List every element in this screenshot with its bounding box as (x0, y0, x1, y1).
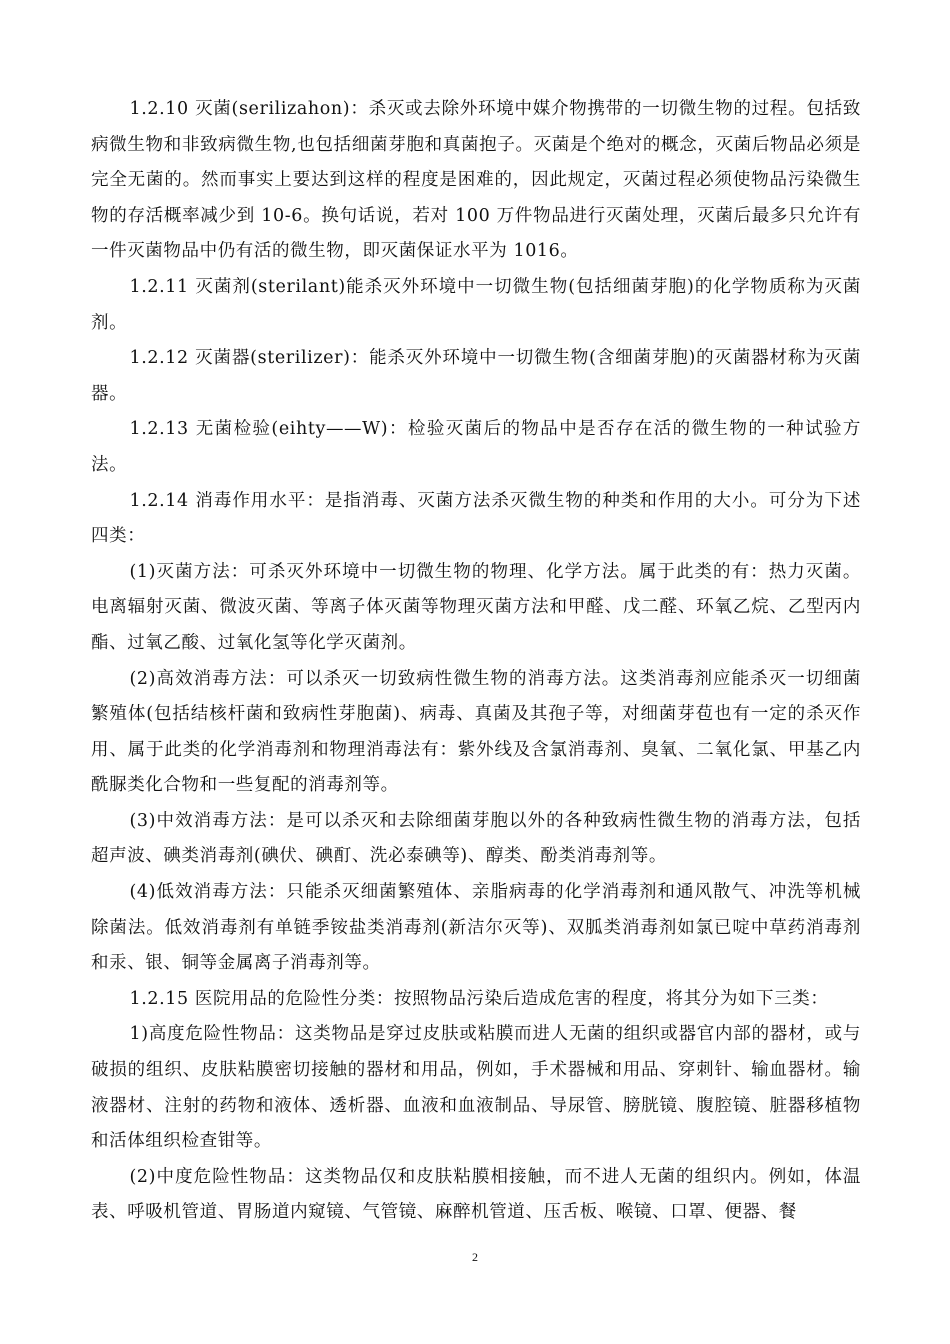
paragraph-sterilization-methods: (1)灭菌方法：可杀灭外环境中一切微生物的物理、化学方法。属于此类的有：热力灭菌。电离辐射灭菌、微波灭菌、等离子体灭菌等物理灭菌方法和甲醛、戊二醛、环氧乙烷、乙型丙内酯、过氧乙酸、过氧化氢等化学灭菌剂。 (91, 561, 861, 653)
paragraph-medium-risk-items: (2)中度危险性物品：这类物品仅和皮肤粘膜相接触，而不进人无菌的组织内。例如，体温表、呼吸机管道、胃肠道内窥镜、气管镜、麻醉机管道、压舌板、喉镜、口罩、便器、餐 (91, 1166, 861, 1223)
page-number: 2 (472, 1250, 478, 1264)
paragraph-1-2-12: 1.2.12 灭菌器(sterilizer)：能杀灭外环境中一切微生物(含细菌芽胞)的灭菌器材称为灭菌器。 (91, 348, 861, 404)
paragraph-1-2-11: 1.2.11 灭菌剂(sterilant)能杀灭外环境中一切微生物(包括细菌芽胞)的化学物质称为灭菌剂。 (91, 276, 861, 333)
paragraph-1-2-15: 1.2.15 医院用品的危险性分类：按照物品污染后造成危害的程度，将其分为如下三类： (129, 988, 829, 1009)
paragraph-1-2-10: 1.2.10 灭菌(serilizahon)：杀灭或去除外环境中媒介物携带的一切微生物的过程。包括致病微生物和非致病微生物,也包括细菌芽胞和真菌抱子。灭菌是个绝对的概念，灭菌后物品必须是完全无菌的。然而事实上要达到这样的程度是困难的，因此规定，灭菌过程必须使物品污染微生物的存活概率减少到 10-6。换句话说，若对 100 万件物品进行灭菌处理，灭菌后最多只允许有一件灭菌物品中仍有活的微生物，即灭菌保证水平为 1016。 (91, 99, 861, 262)
paragraph-intermediate-disinfection: (3)中效消毒方法：是可以杀灭和去除细菌芽胞以外的各种致病性微生物的消毒方法，包括超声波、碘类消毒剂(碘伏、碘酊、洗必泰碘等)、醇类、酚类消毒剂等。 (91, 810, 861, 867)
paragraph-1-2-13: 1.2.13 无菌检验(eihty——W)：检验灭菌后的物品中是否存在活的微生物的一种试验方法。 (91, 419, 861, 475)
paragraph-high-risk-items: 1)高度危险性物品：这类物品是穿过皮肤或粘膜而进人无菌的组织或器官内部的器材，或与破损的组织、皮肤粘膜密切接触的器材和用品，例如，手术器械和用品、穿刺针、输血器材。输液器材、注射的药物和液体、透析器、血液和血液制品、导尿管、膀胱镜、腹腔镜、脏器移植物和活体组织检查钳等。 (91, 1024, 861, 1152)
paragraph-high-level-disinfection: (2)高效消毒方法：可以杀灭一切致病性微生物的消毒方法。这类消毒剂应能杀灭一切细菌繁殖体(包括结核杆菌和致病性芽胞菌)、病毒、真菌及其孢子等，对细菌芽苞也有一定的杀灭作用、属于此类的化学消毒剂和物理消毒法有：紫外线及含氯消毒剂、臭氧、二氧化氯、甲基乙内酰脲类化合物和一些复配的消毒剂等。 (91, 668, 861, 796)
paragraph-1-2-14: 1.2.14 消毒作用水平：是指消毒、灭菌方法杀灭微生物的种类和作用的大小。可分为下述四类： (91, 490, 861, 547)
paragraph-low-level-disinfection: (4)低效消毒方法：只能杀灭细菌繁殖体、亲脂病毒的化学消毒剂和通风散气、冲洗等机械除菌法。低效消毒剂有单链季铵盐类消毒剂(新洁尔灭等)、双胍类消毒剂如氯已啶中草药消毒剂和汞、银、铜等金属离子消毒剂等。 (91, 882, 861, 974)
document-body (91, 92, 861, 1231)
